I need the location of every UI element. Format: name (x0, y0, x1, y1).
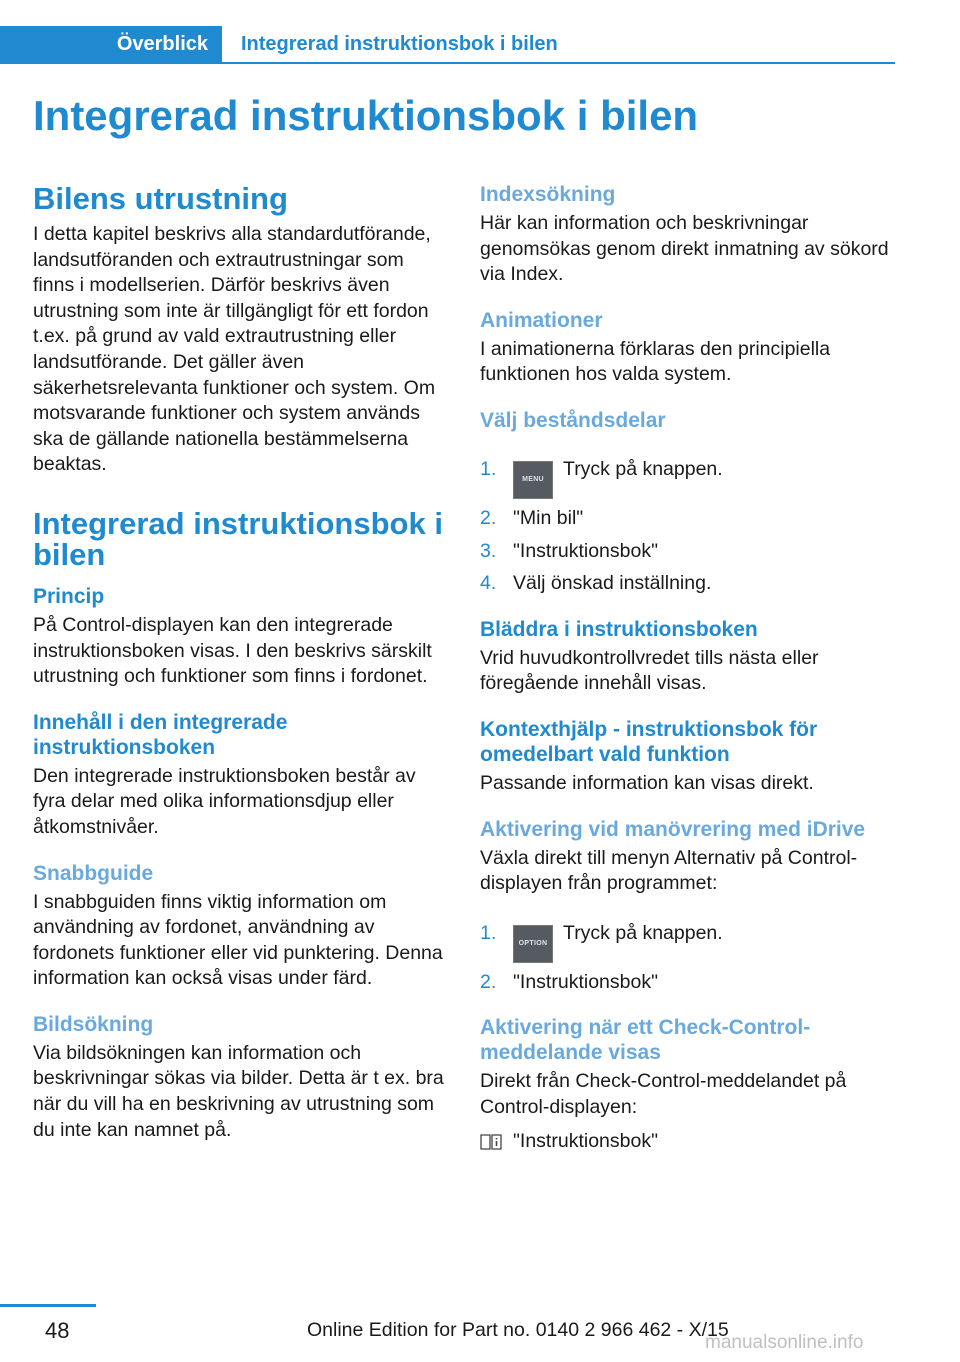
item-text: "Instruktionsbok" (513, 1129, 658, 1152)
steps-aktivering-idrive (480, 907, 895, 996)
page-number: 48 (45, 1318, 70, 1343)
right-column (480, 182, 895, 1154)
heading-innehall: Innehåll i den integrerade instruktionsboken (33, 710, 288, 759)
instruktionsbok-item (480, 1129, 895, 1155)
paragraph-princip: På Control-displayen kan den integrerade instruktionsboken visas. I den beskrivs särskilt utrustning och funktioner som finns i fordonet. (33, 613, 432, 688)
paragraph-bilens-utrustning: I detta kapitel beskrivs alla standardutförande, landsutföranden och extrautrustningar som finns i modellserien. Därför beskrivs även utrustning som inte är tillgängligt för ett fordon t.ex. på grund av vald extrautrustning eller landsutförande. Det gäller även säkerhetsrelevanta funktioner och system. Om motsvarande funktioner och system används ska de gällande nationella bestämmelserna beaktas. (33, 223, 436, 476)
section-heading-bilens-utrustning: Bilens utrustning (33, 181, 288, 216)
step-item (480, 571, 895, 597)
paragraph-indexsokning: Här kan information och beskrivningar genomsökas genom direkt inmatning av sökord via Index. (480, 212, 889, 286)
paragraph-snabbguide: I snabbguiden finns viktig information om användning av fordonet, användning av fordonets funktioner eller vid punktering. Denna information kan också visas under färd. (33, 890, 443, 990)
step-number: 4. (480, 572, 497, 595)
step-text: Välj önskad inställning. (513, 572, 712, 595)
heading-aktivering-idrive: Aktivering vid manövrering med iDrive (480, 817, 866, 841)
step-item (480, 970, 895, 996)
left-column (33, 182, 448, 1143)
edition-text: Online Edition for Part no. 0140 2 966 462 - X/15 (307, 1319, 729, 1341)
steps-valj-bestandsdelar (480, 443, 895, 597)
step-item (480, 506, 895, 532)
step-text: Tryck på knappen. (563, 457, 723, 480)
paragraph-innehall: Den integrerade instruktionsboken består av fyra delar med olika informationsdjup eller åtkomstnivåer. (33, 764, 416, 838)
menu-button-icon: MENU (513, 461, 553, 499)
paragraph-aktivering-idrive: Växla direkt till menyn Alternativ på Control-displayen från programmet: (480, 846, 858, 895)
footer-rule (0, 1304, 96, 1307)
heading-kontexthjalp: Kontexthjälp - instruktionsbok för omedelbart vald funktion (480, 717, 818, 766)
step-text: "Min bil" (513, 506, 584, 529)
step-item (480, 907, 895, 963)
step-text: Tryck på knappen. (563, 921, 723, 944)
heading-snabbguide: Snabbguide (33, 861, 154, 885)
step-number: 1. (480, 457, 497, 480)
step-text: "Instruktionsbok" (513, 970, 658, 993)
heading-indexsokning: Indexsökning (480, 183, 616, 206)
watermark: manualsonline.info (705, 1332, 864, 1353)
paragraph-bildsokning: Via bildsökningen kan information och beskrivningar sökas via bilder. Detta är t ex. bra när du vill ha en beskrivning av utrustning som du inte kan namnet på. (33, 1041, 444, 1141)
paragraph-bladdra: Vrid huvudkontrollvredet tills nästa eller föregående innehåll visas. (480, 646, 819, 695)
heading-bildsokning: Bildsökning (33, 1012, 154, 1036)
section-heading-integrerad: Integrerad instruktionsbok i bilen (33, 505, 443, 572)
paragraph-kontexthjalp: Passande information kan visas direkt. (480, 771, 814, 794)
step-number: 1. (480, 921, 497, 944)
step-number: 3. (480, 539, 497, 562)
heading-bladdra: Bläddra i instruktionsboken (480, 617, 758, 641)
step-text: "Instruktionsbok" (513, 539, 658, 562)
page-title: Integrerad instruktionsbok i bilen (33, 92, 699, 139)
step-number: 2. (480, 506, 497, 529)
top-navigation-bar (0, 26, 895, 64)
step-number: 2. (480, 970, 497, 993)
breadcrumb[interactable]: Integrerad instruktionsbok i bilen (241, 33, 558, 55)
paragraph-aktivering-check-control: Direkt från Check-Control-meddelandet på Control-displayen: (480, 1070, 847, 1118)
book-icon (480, 1133, 502, 1159)
heading-animationer: Animationer (480, 308, 603, 332)
heading-princip: Princip (33, 584, 105, 608)
step-item (480, 539, 895, 565)
step-item (480, 443, 895, 499)
option-button-icon: OPTION (513, 925, 553, 963)
paragraph-animationer: I animationerna förklaras den principiella funktionen hos valda system. (480, 337, 831, 386)
heading-aktivering-check-control: Aktivering när ett Check-Control-meddelande visas (480, 1016, 811, 1065)
tab-overblick[interactable]: Överblick (0, 26, 222, 62)
heading-valj-bestandsdelar: Välj beståndsdelar (480, 408, 666, 432)
